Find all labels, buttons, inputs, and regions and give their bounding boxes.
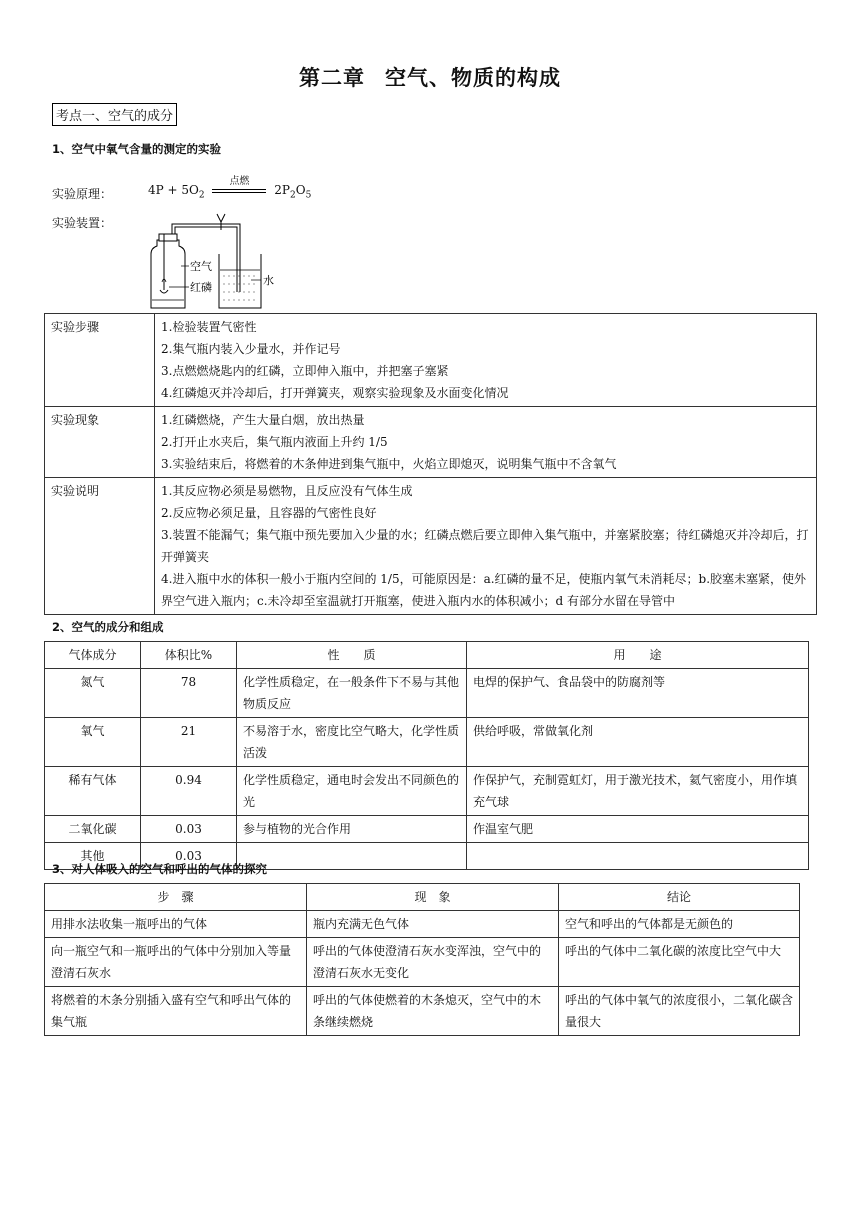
table-row bbox=[45, 669, 809, 718]
table-header-cell: 性 质 bbox=[237, 642, 467, 669]
table-cell: 供给呼吸，常做氧化剂 bbox=[467, 718, 809, 767]
table-cell: 向一瓶空气和一瓶呼出的气体中分别加入等量澄清石灰水 bbox=[45, 938, 307, 987]
table-cell: 化学性质稳定，在一般条件下不易与其他物质反应 bbox=[237, 669, 467, 718]
table-cell: 空气和呼出的气体都是无颜色的 bbox=[559, 911, 800, 938]
table-row bbox=[45, 987, 800, 1036]
table-cell: 呼出的气体使燃着的木条熄灭，空气中的木条继续燃烧 bbox=[307, 987, 559, 1036]
reaction-arrow: 点燃 bbox=[212, 184, 266, 198]
principle-label: 实验原理： bbox=[52, 187, 113, 201]
table-row bbox=[45, 718, 809, 767]
table-cell: 呼出的气体中二氧化碳的浓度比空气中大 bbox=[559, 938, 800, 987]
apparatus-phosphorus-label: 红磷 bbox=[190, 281, 212, 294]
table-cell: 化学性质稳定，通电时会发出不同颜色的光 bbox=[237, 767, 467, 816]
table-cell: 氮气 bbox=[45, 669, 141, 718]
apparatus-air-label: 空气 bbox=[190, 260, 212, 273]
oxygen-experiment-table bbox=[44, 313, 817, 615]
table-cell bbox=[237, 843, 467, 870]
table-header-cell: 体积比% bbox=[141, 642, 237, 669]
table-cell: 呼出的气体中氧气的浓度很小，二氧化碳含量很大 bbox=[559, 987, 800, 1036]
table-cell: 稀有气体 bbox=[45, 767, 141, 816]
table-cell: 氧气 bbox=[45, 718, 141, 767]
table-cell: 实验步骤 bbox=[45, 314, 155, 407]
table-row bbox=[45, 767, 809, 816]
section-1-title: 1、空气中氧气含量的测定的实验 bbox=[52, 142, 221, 156]
table-row bbox=[45, 407, 817, 478]
section-heading-box: 考点一、空气的成分 bbox=[52, 103, 177, 126]
table-header-row bbox=[45, 642, 809, 669]
section-2-title: 2、空气的成分和组成 bbox=[52, 620, 164, 634]
table-cell: 1.红磷燃烧，产生大量白烟，放出热量 2.打开止水夹后，集气瓶内液面上升约 1/5 3.实验结束后，将燃着的木条伸进到集气瓶中，火焰立即熄灭，说明集气瓶中不含氧气 bbox=[155, 407, 817, 478]
table-cell: 其他 bbox=[45, 843, 141, 870]
table-cell: 作温室气肥 bbox=[467, 816, 809, 843]
table-header-cell: 结论 bbox=[559, 884, 800, 911]
table-row bbox=[45, 911, 800, 938]
table-row bbox=[45, 314, 817, 407]
table-cell: 0.03 bbox=[141, 843, 237, 870]
table-row bbox=[45, 816, 809, 843]
table-header-cell: 气体成分 bbox=[45, 642, 141, 669]
section-3-title: 3、对人体吸入的空气和呼出的气体的探究 bbox=[52, 862, 267, 876]
table-header-cell: 现 象 bbox=[307, 884, 559, 911]
breath-investigation-table bbox=[44, 883, 800, 1036]
table-row bbox=[45, 478, 817, 615]
table-header-cell: 步 骤 bbox=[45, 884, 307, 911]
table-cell: 0.03 bbox=[141, 816, 237, 843]
experiment-apparatus-diagram bbox=[143, 210, 283, 312]
table-cell: 实验说明 bbox=[45, 478, 155, 615]
table-cell: 21 bbox=[141, 718, 237, 767]
table-cell: 将燃着的木条分别插入盛有空气和呼出气体的集气瓶 bbox=[45, 987, 307, 1036]
table-row bbox=[45, 938, 800, 987]
table-cell: 用排水法收集一瓶呼出的气体 bbox=[45, 911, 307, 938]
device-label: 实验装置： bbox=[52, 216, 113, 230]
table-cell bbox=[467, 843, 809, 870]
table-cell: 参与植物的光合作用 bbox=[237, 816, 467, 843]
table-cell: 78 bbox=[141, 669, 237, 718]
table-cell: 电焊的保护气、食品袋中的防腐剂等 bbox=[467, 669, 809, 718]
table-cell: 不易溶于水，密度比空气略大，化学性质活泼 bbox=[237, 718, 467, 767]
table-cell: 二氧化碳 bbox=[45, 816, 141, 843]
table-cell: 1.检验装置气密性 2.集气瓶内装入少量水，并作记号 3.点燃燃烧匙内的红磷，立即伸入瓶中，并把塞子塞紧 4.红磷熄灭并冷却后，打开弹簧夹，观察实验现象及水面变化情况 bbox=[155, 314, 817, 407]
table-cell: 1.其反应物必须是易燃物，且反应没有气体生成 2.反应物必须足量，且容器的气密性良好 3.装置不能漏气；集气瓶中预先要加入少量的水；红磷点燃后要立即伸入集气瓶中，并塞紧胶塞；待红磷熄灭并冷却后，打开弹簧夹 4.进入瓶中水的体积一般小于瓶内空间的 1/5，可能原因是：a.红磷的量不足，使瓶内氧气未消耗尽；b.胶塞未塞紧，使外界空气进入瓶内；c.未冷却至室温就打开瓶塞，使进入瓶内水的体积减小；d 有部分水留在导管中 bbox=[155, 478, 817, 615]
air-composition-table bbox=[44, 641, 809, 870]
table-header-cell: 用 途 bbox=[467, 642, 809, 669]
table-cell: 瓶内充满无色气体 bbox=[307, 911, 559, 938]
page-title: 第二章 空气、物质的构成 bbox=[299, 66, 561, 90]
table-header-row bbox=[45, 884, 800, 911]
table-cell: 实验现象 bbox=[45, 407, 155, 478]
apparatus-water-label: 水 bbox=[263, 274, 274, 287]
table-cell: 0.94 bbox=[141, 767, 237, 816]
reaction-equation: $4P + 5O_2$ 点燃 $2P_2O_5$ bbox=[148, 175, 312, 201]
table-cell: 呼出的气体使澄清石灰水变浑浊，空气中的澄清石灰水无变化 bbox=[307, 938, 559, 987]
table-cell: 作保护气，充制霓虹灯，用于激光技术，氦气密度小，用作填充气球 bbox=[467, 767, 809, 816]
